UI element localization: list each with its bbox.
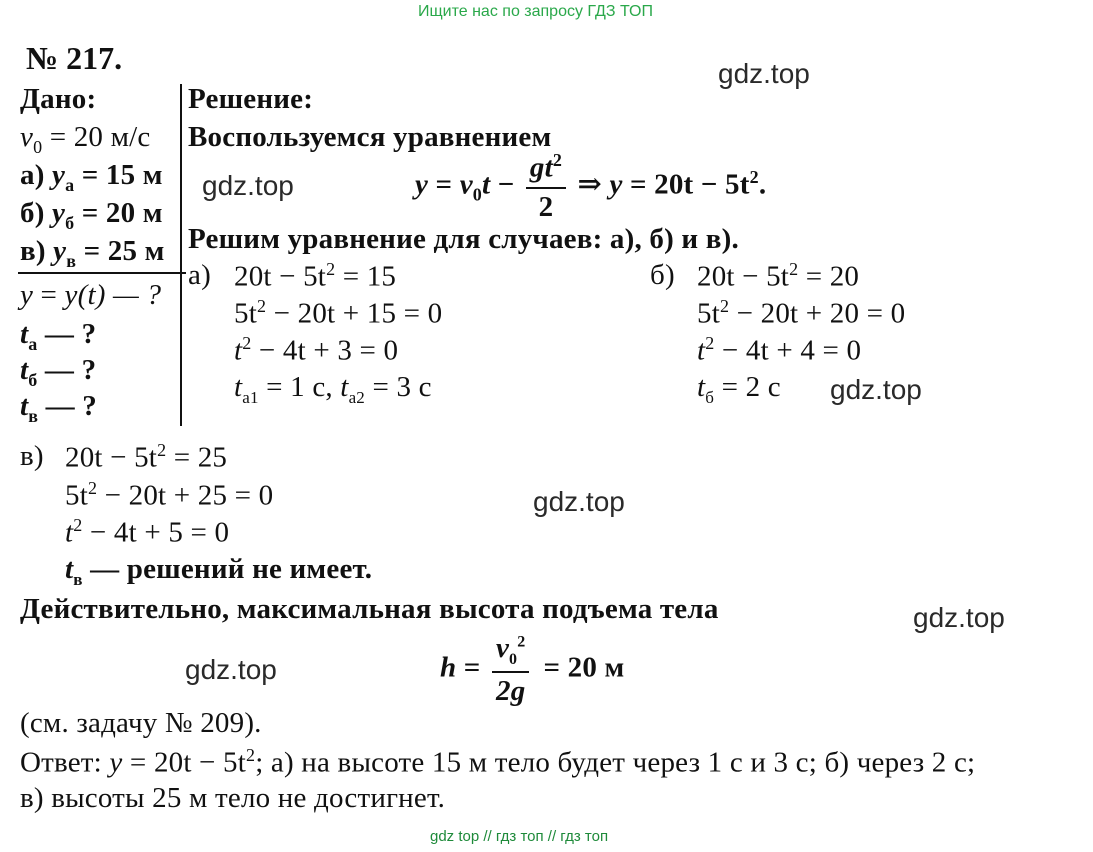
reference: (см. задачу № 209). [20,707,262,739]
watermark: gdz.top [830,374,922,405]
problem-title: № 217. [26,40,123,76]
case-b-line4: $t_б = 2$ с [697,371,781,407]
solution-intro: Воспользуемся уравнением [188,121,552,153]
case-a-line2: $5t^2 - 20t + 15 = 0$ [234,296,443,330]
given-ya: а) $y_а = 15$ м [20,159,163,195]
watermark: gdz.top [913,602,1005,633]
watermark: gdz.top [185,654,277,685]
cases-line: Решим уравнение для случаев: а), б) и в). [188,223,739,255]
given-divider [18,272,186,274]
answer-line2: в) высоты 25 м тело не достигнет. [20,782,446,814]
given-yb: б) $y_б = 20$ м [20,197,163,233]
case-b-line3: $t^2 - 4t + 4 = 0$ [697,333,862,367]
given-v0: $v_0 = 20$ м/с [20,121,151,157]
case-b-line2: $5t^2 - 20t + 20 = 0$ [697,296,906,330]
case-v-label: в) [20,440,44,472]
watermark: gdz.top [533,486,625,517]
case-b-label: б) [650,259,675,291]
max-height-text: Действительно, максимальная высота подъема тела [20,593,719,625]
case-a-line3: $t^2 - 4t + 3 = 0$ [234,333,399,367]
case-b-line1: $20t - 5t^2 = 20$ [697,259,860,293]
max-height-formula: h = $\frac{v_0^2}{2g}$ = 20 м [440,632,625,707]
case-a-label: а) [188,259,211,291]
case-v-line4: $t_в$ — решений не имеет. [65,553,373,589]
find-tb: $t_б$ — ? [20,354,97,390]
answer-line1: Ответ: $y = 20t - 5t^2$; а) на высоте 15 м тело будет через 1 с и 3 с; б) через 2 с; [20,745,976,779]
find-ta: $t_а$ — ? [20,318,97,354]
watermark: gdz.top [718,58,810,89]
footer-credits: gdz top // гдз топ // гдз топ [430,828,609,845]
search-banner: Ищите нас по запросу ГДЗ ТОП [418,3,653,20]
case-v-line3: $t^2 - 4t + 5 = 0$ [65,515,230,549]
column-separator [180,84,182,426]
case-v-line2: $5t^2 - 20t + 25 = 0$ [65,478,274,512]
find-tv: $t_в$ — ? [20,390,97,426]
watermark: gdz.top [202,170,294,201]
find-yt: y = y(t) — ? [20,279,162,311]
case-v-line1: $20t - 5t^2 = 25$ [65,440,228,474]
given-yv: в) $y_в = 25$ м [20,235,165,271]
main-equation: $y = v_0t$ − $\frac{gt^2}{2}$ ⇒ $y = 20t - 5t^2$. [415,150,767,223]
case-a-line4: $t_{a1} = 1$ с, $t_{a2} = 3$ с [234,371,432,407]
case-a-line1: $20t - 5t^2 = 15$ [234,259,397,293]
given-label: Дано: [20,83,97,115]
solution-label: Решение: [188,83,314,115]
